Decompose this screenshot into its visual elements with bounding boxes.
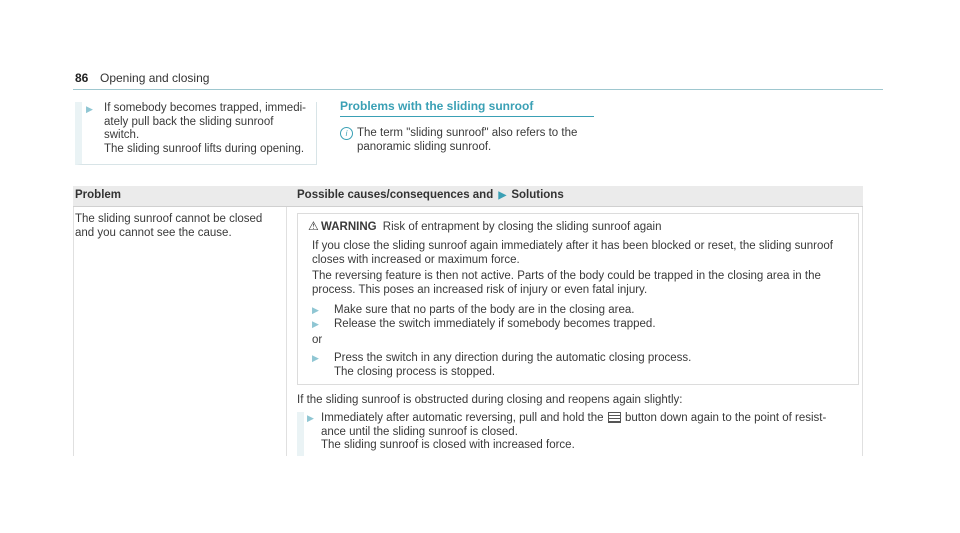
header-divider xyxy=(73,89,883,90)
previous-step-text xyxy=(104,102,314,156)
warning-step-text: Make sure that no parts of the body are in the closing area. xyxy=(334,304,635,316)
solution-line: The sliding sunroof is closed with increased force. xyxy=(321,439,575,451)
step-arrow-icon: ▶ xyxy=(86,104,93,114)
column-header-solutions xyxy=(297,189,564,203)
warning-line: If you close the sliding sunroof again immediately after it has been blocked or reset, the sliding sunroof xyxy=(312,240,833,252)
warning-step-line: The closing process is stopped. xyxy=(334,365,496,378)
note-line: panoramic sliding sunroof. xyxy=(357,140,492,153)
column-header-text: Solutions xyxy=(511,189,564,201)
table-header xyxy=(73,186,863,207)
step-arrow-icon: ▶ xyxy=(312,305,319,315)
page-section-title: Opening and closing xyxy=(100,71,210,85)
step-arrow-icon: ▶ xyxy=(307,413,314,423)
warning-label: WARNING xyxy=(321,221,377,233)
previous-instruction-step xyxy=(75,102,317,165)
previous-step-line: The sliding sunroof lifts during opening. xyxy=(104,142,305,155)
problem-line: The sliding sunroof cannot be closed xyxy=(75,213,263,225)
sunroof-button-icon xyxy=(608,412,621,423)
warning-paragraph xyxy=(312,270,847,297)
solution-line xyxy=(321,412,861,426)
warning-step xyxy=(312,304,842,318)
solution-step xyxy=(297,412,864,456)
obstruction-text: If the sliding sunroof is obstructed during closing and reopens again slightly: xyxy=(297,394,683,406)
solution-text: button down again to the point of resist- xyxy=(624,412,827,424)
warning-line: The reversing feature is then not active. Parts of the body could be trapped in the closing area in the xyxy=(312,270,821,282)
problem-solution-table xyxy=(73,186,863,456)
previous-step-line: switch. xyxy=(104,129,140,141)
problem-cell xyxy=(75,213,280,240)
problem-line: and you cannot see the cause. xyxy=(75,226,232,239)
warning-line: closes with increased or maximum force. xyxy=(312,253,520,266)
note-line: The term "sliding sunroof" also refers to the xyxy=(357,127,578,139)
solution-step-text xyxy=(321,412,861,453)
solution-arrow-icon: ▶ xyxy=(498,190,507,201)
previous-step-line: ately pull back the sliding sunroof xyxy=(104,115,274,128)
column-divider xyxy=(286,207,287,456)
step-arrow-icon: ▶ xyxy=(312,319,319,329)
warning-triangle-icon: ⚠ xyxy=(308,219,319,233)
previous-step-line: If somebody becomes trapped, immedi- xyxy=(104,102,306,114)
solution-text: Immediately after automatic reversing, pull and hold the xyxy=(321,412,604,424)
warning-step xyxy=(312,352,842,378)
section-heading: Problems with the sliding sunroof xyxy=(340,100,594,117)
warning-line: process. This poses an increased risk of injury or even fatal injury. xyxy=(312,283,648,296)
info-icon: i xyxy=(340,127,353,140)
warning-step-text: Release the switch immediately if somebody becomes trapped. xyxy=(334,318,656,330)
warning-paragraph xyxy=(312,240,847,267)
step-arrow-icon: ▶ xyxy=(312,353,319,363)
warning-step-text xyxy=(334,352,834,379)
column-header-problem: Problem xyxy=(75,189,122,201)
warning-or: or xyxy=(312,334,323,346)
warning-step-line: Press the switch in any direction during the automatic closing process. xyxy=(334,352,692,364)
warning-step xyxy=(312,318,842,332)
warning-title: Risk of entrapment by closing the sliding sunroof again xyxy=(382,221,662,233)
column-header-text: Possible causes/consequences and xyxy=(297,189,494,201)
page-number: 86 xyxy=(75,71,89,85)
warning-box xyxy=(297,213,859,385)
solution-line: ance until the sliding sunroof is closed. xyxy=(321,425,518,438)
warning-heading xyxy=(308,220,848,235)
table-border xyxy=(73,207,74,456)
